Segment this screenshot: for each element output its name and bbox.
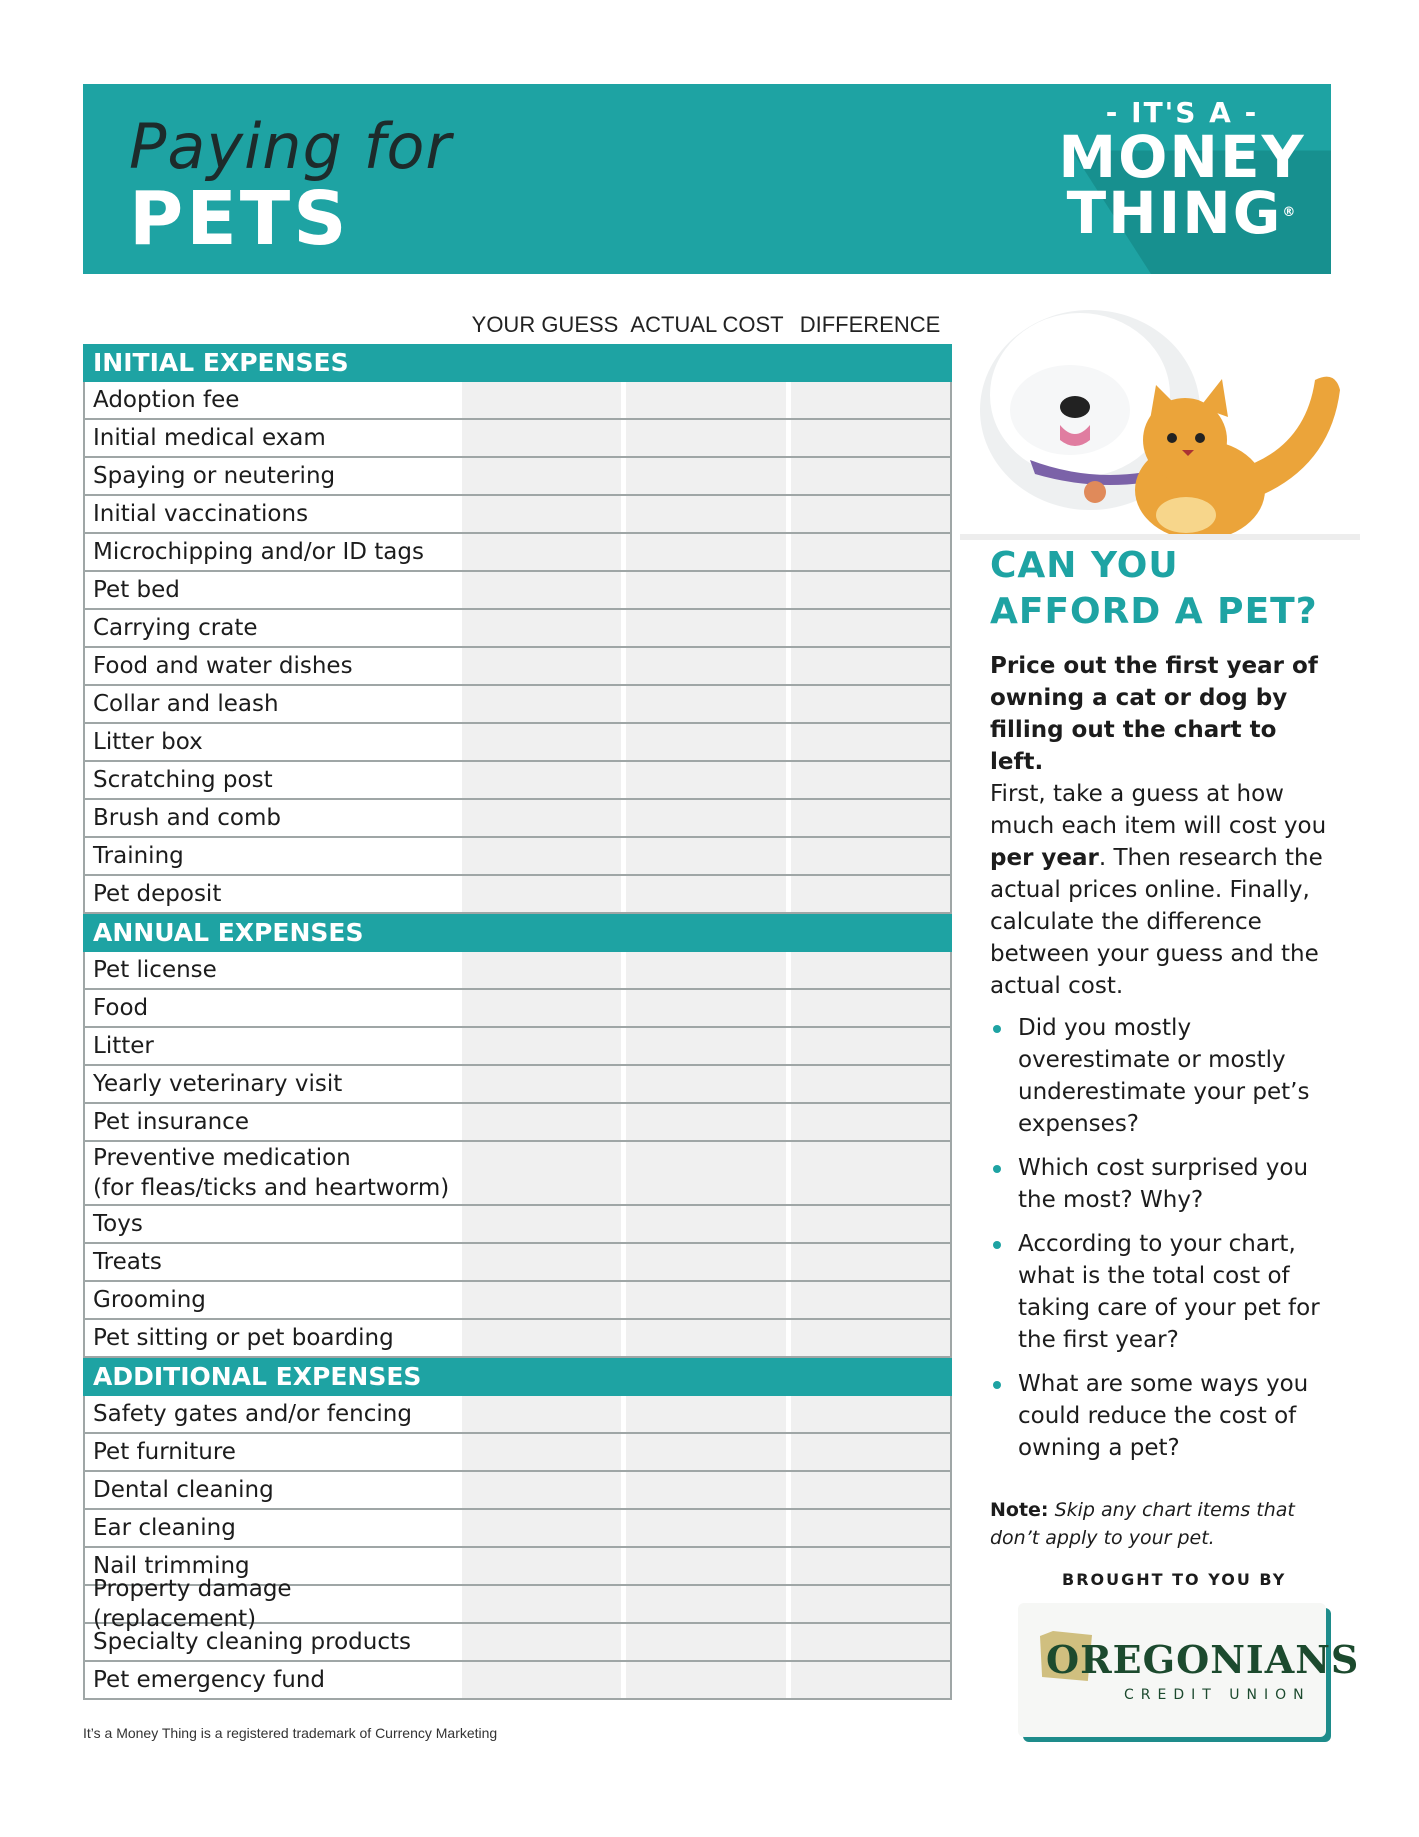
entry-cell-guess[interactable] xyxy=(457,838,621,874)
entry-cell-guess[interactable] xyxy=(457,572,621,608)
entry-cell-difference[interactable] xyxy=(786,1028,950,1064)
entry-cell-actual[interactable] xyxy=(621,800,785,836)
table-row xyxy=(83,1142,952,1206)
expense-label: Microchipping and/or ID tags xyxy=(93,539,424,565)
entry-cell-difference[interactable] xyxy=(786,1510,950,1546)
entry-cell-actual[interactable] xyxy=(621,1066,785,1102)
instructions-bold: per year xyxy=(990,845,1099,871)
expense-label: Pet bed xyxy=(93,577,180,603)
entry-cell-actual[interactable] xyxy=(621,420,785,456)
expense-label: Treats xyxy=(93,1249,162,1275)
entry-cell-actual[interactable] xyxy=(621,572,785,608)
entry-cell-actual[interactable] xyxy=(621,1320,785,1356)
brought-to-you-by: BROUGHT TO YOU BY xyxy=(1062,1570,1287,1589)
entry-cell-difference[interactable] xyxy=(786,382,950,418)
entry-cell-difference[interactable] xyxy=(786,458,950,494)
table-row xyxy=(83,838,952,876)
entry-cell-difference[interactable] xyxy=(786,876,950,912)
trademark-footer: It’s a Money Thing is a registered trademark of Currency Marketing xyxy=(83,1725,498,1741)
question-item: According to your chart, what is the total cost of taking care of your pet for the first year? xyxy=(990,1228,1335,1356)
entry-cell-guess[interactable] xyxy=(457,496,621,532)
logo-line3: THING xyxy=(1066,179,1283,247)
question-item: Which cost surprised you the most? Why? xyxy=(990,1152,1335,1216)
entry-cell-actual[interactable] xyxy=(621,534,785,570)
entry-cell-actual[interactable] xyxy=(621,382,785,418)
entry-cell-actual[interactable] xyxy=(621,876,785,912)
expense-label: Grooming xyxy=(93,1287,206,1313)
expense-label: Toys xyxy=(93,1211,143,1237)
table-row xyxy=(83,1510,952,1548)
entry-cell-actual[interactable] xyxy=(621,648,785,684)
expense-label: Initial medical exam xyxy=(93,425,326,451)
entry-cell-difference[interactable] xyxy=(786,800,950,836)
note-text: Skip any chart items that don’t apply to your pet. xyxy=(990,1499,1295,1549)
entry-cell-actual[interactable] xyxy=(621,990,785,1026)
table-row xyxy=(83,610,952,648)
entry-cell-actual[interactable] xyxy=(621,1282,785,1318)
table-row xyxy=(83,1624,952,1662)
expense-label: Initial vaccinations xyxy=(93,501,309,527)
table-row xyxy=(83,1662,952,1700)
entry-cell-actual[interactable] xyxy=(621,610,785,646)
entry-cell-guess[interactable] xyxy=(457,762,621,798)
money-thing-logo xyxy=(1057,96,1307,247)
instructions-part1: First, take a guess at how much each item will cost you xyxy=(990,781,1327,839)
expense-label: Nail trimming xyxy=(93,1553,250,1579)
entry-cell-difference[interactable] xyxy=(786,1624,950,1660)
entry-cell-actual[interactable] xyxy=(621,1028,785,1064)
entry-cell-guess[interactable] xyxy=(457,1104,621,1140)
entry-cell-guess[interactable] xyxy=(457,876,621,912)
expense-label: Pet license xyxy=(93,957,217,983)
section-header: ANNUAL EXPENSES xyxy=(83,914,952,952)
expense-label: Specialty cleaning products xyxy=(93,1629,411,1655)
expense-label: Carrying crate xyxy=(93,615,258,641)
entry-cell-difference[interactable] xyxy=(786,1244,950,1280)
entry-cell-guess[interactable] xyxy=(457,990,621,1026)
entry-cell-difference[interactable] xyxy=(786,724,950,760)
entry-cell-guess[interactable] xyxy=(457,800,621,836)
entry-cell-actual[interactable] xyxy=(621,1662,785,1698)
table-row xyxy=(83,1576,952,1632)
entry-cell-difference[interactable] xyxy=(786,1142,950,1204)
expense-label: Pet sitting or pet boarding xyxy=(93,1325,394,1351)
entry-cell-actual[interactable] xyxy=(621,762,785,798)
entry-cell-difference[interactable] xyxy=(786,1662,950,1698)
table-row xyxy=(83,1396,952,1434)
entry-cell-guess[interactable] xyxy=(457,534,621,570)
entry-cell-actual[interactable] xyxy=(621,1104,785,1140)
entry-cell-difference[interactable] xyxy=(786,1396,950,1432)
entry-cell-actual[interactable] xyxy=(621,1548,785,1584)
entry-cell-difference[interactable] xyxy=(786,952,950,988)
instructions-part2: . Then research the actual prices online. Finally, calculate the difference between your guess and the actual cost. xyxy=(990,845,1323,999)
page-title-line2: PETS xyxy=(129,176,350,262)
expense-label: Yearly veterinary visit xyxy=(93,1071,343,1097)
entry-cell-guess[interactable] xyxy=(457,1624,621,1660)
entry-cell-actual[interactable] xyxy=(621,496,785,532)
dog-and-cat-illustration xyxy=(960,300,1360,540)
expense-label: Preventive medication (for fleas/ticks and heartworm) xyxy=(93,1145,450,1201)
entry-cell-difference[interactable] xyxy=(786,686,950,722)
section-header: ADDITIONAL EXPENSES xyxy=(83,1358,952,1396)
entry-cell-guess[interactable] xyxy=(457,1244,621,1280)
logo-line1: - IT'S A - xyxy=(1105,96,1259,129)
expense-label: Safety gates and/or fencing xyxy=(93,1401,412,1427)
expense-worksheet xyxy=(83,344,952,1700)
entry-cell-actual[interactable] xyxy=(621,1206,785,1242)
entry-cell-guess[interactable] xyxy=(457,420,621,456)
entry-cell-guess[interactable] xyxy=(457,686,621,722)
table-row xyxy=(83,1028,952,1066)
table-row xyxy=(83,1434,952,1472)
entry-cell-actual[interactable] xyxy=(621,724,785,760)
expense-label: Litter xyxy=(93,1033,154,1059)
expense-label: Pet furniture xyxy=(93,1439,236,1465)
section-header: INITIAL EXPENSES xyxy=(83,344,952,382)
afford-heading-line2: AFFORD A PET? xyxy=(990,591,1318,632)
expense-label: Pet insurance xyxy=(93,1109,249,1135)
entry-cell-actual[interactable] xyxy=(621,1244,785,1280)
table-row xyxy=(83,990,952,1028)
table-row xyxy=(83,1282,952,1320)
logo-line2: MONEY xyxy=(1058,123,1306,191)
cat-icon xyxy=(1135,377,1340,540)
table-row xyxy=(83,458,952,496)
column-header-difference: DIFFERENCE xyxy=(799,312,941,337)
entry-cell-guess[interactable] xyxy=(457,1434,621,1470)
expense-label: Ear cleaning xyxy=(93,1515,236,1541)
expense-label: Scratching post xyxy=(93,767,273,793)
entry-cell-guess[interactable] xyxy=(457,1282,621,1318)
entry-cell-actual[interactable] xyxy=(621,686,785,722)
table-row xyxy=(83,876,952,914)
logo-reg-mark: ® xyxy=(1282,205,1298,220)
credit-union-name: OREGONIANS xyxy=(1046,1637,1360,1682)
question-list xyxy=(990,1012,1335,1476)
table-row xyxy=(83,724,952,762)
entry-cell-guess[interactable] xyxy=(457,1206,621,1242)
entry-cell-actual[interactable] xyxy=(621,1586,785,1622)
entry-cell-actual[interactable] xyxy=(621,1510,785,1546)
entry-cell-actual[interactable] xyxy=(621,838,785,874)
entry-cell-guess[interactable] xyxy=(457,1662,621,1698)
afford-heading xyxy=(990,543,1318,635)
expense-label: Training xyxy=(93,843,184,869)
entry-cell-guess[interactable] xyxy=(457,458,621,494)
afford-heading-line1: CAN YOU xyxy=(990,545,1179,586)
expense-label: Pet deposit xyxy=(93,881,222,907)
table-row xyxy=(83,496,952,534)
entry-cell-difference[interactable] xyxy=(786,990,950,1026)
header-banner xyxy=(83,84,1331,274)
expense-label: Pet emergency fund xyxy=(93,1667,326,1693)
expense-label: Spaying or neutering xyxy=(93,463,336,489)
entry-cell-difference[interactable] xyxy=(786,1548,950,1584)
credit-union-logo xyxy=(1018,1603,1360,1737)
entry-cell-difference[interactable] xyxy=(786,1066,950,1102)
expense-label: Dental cleaning xyxy=(93,1477,274,1503)
expense-label: Litter box xyxy=(93,729,203,755)
question-item: What are some ways you could reduce the cost of owning a pet? xyxy=(990,1368,1335,1464)
column-header-actual: ACTUAL COST xyxy=(630,312,784,337)
entry-cell-difference[interactable] xyxy=(786,1104,950,1140)
entry-cell-difference[interactable] xyxy=(786,1434,950,1470)
table-row xyxy=(83,572,952,610)
entry-cell-guess[interactable] xyxy=(457,1548,621,1584)
table-row xyxy=(83,686,952,724)
table-row xyxy=(83,1066,952,1104)
table-row xyxy=(83,382,952,420)
expense-label: Food xyxy=(93,995,149,1021)
credit-union-subtitle: CREDIT UNION xyxy=(1124,1687,1311,1703)
table-row xyxy=(83,1320,952,1358)
table-row xyxy=(83,952,952,990)
entry-cell-difference[interactable] xyxy=(786,610,950,646)
entry-cell-guess[interactable] xyxy=(457,648,621,684)
entry-cell-guess[interactable] xyxy=(457,1142,621,1204)
expense-label: Collar and leash xyxy=(93,691,279,717)
entry-cell-guess[interactable] xyxy=(457,1510,621,1546)
entry-cell-difference[interactable] xyxy=(786,1472,950,1508)
entry-cell-guess[interactable] xyxy=(457,1472,621,1508)
page-title-line1: Paying for xyxy=(129,110,452,183)
entry-cell-guess[interactable] xyxy=(457,1396,621,1432)
table-row xyxy=(83,762,952,800)
question-item: Did you mostly overestimate or mostly underestimate your pet’s expenses? xyxy=(990,1012,1335,1140)
table-row xyxy=(83,648,952,686)
entry-cell-guess[interactable] xyxy=(457,610,621,646)
entry-cell-guess[interactable] xyxy=(457,382,621,418)
entry-cell-actual[interactable] xyxy=(621,458,785,494)
entry-cell-guess[interactable] xyxy=(457,1320,621,1356)
entry-cell-difference[interactable] xyxy=(786,762,950,798)
entry-cell-actual[interactable] xyxy=(621,1396,785,1432)
entry-cell-difference[interactable] xyxy=(786,496,950,532)
entry-cell-difference[interactable] xyxy=(786,648,950,684)
entry-cell-difference[interactable] xyxy=(786,1320,950,1356)
expense-label: Brush and comb xyxy=(93,805,281,831)
entry-cell-difference[interactable] xyxy=(786,572,950,608)
table-row xyxy=(83,420,952,458)
entry-cell-actual[interactable] xyxy=(621,952,785,988)
entry-cell-difference[interactable] xyxy=(786,1282,950,1318)
expense-label: Adoption fee xyxy=(93,387,240,413)
entry-cell-guess[interactable] xyxy=(457,1028,621,1064)
table-row xyxy=(83,1104,952,1142)
expense-label: Food and water dishes xyxy=(93,653,353,679)
entry-cell-difference[interactable] xyxy=(786,534,950,570)
table-row xyxy=(83,1244,952,1282)
table-row xyxy=(83,1206,952,1244)
illustration-ledge xyxy=(960,534,1360,540)
table-row xyxy=(83,1472,952,1510)
lead-paragraph: Price out the first year of owning a cat or dog by filling out the chart to left. xyxy=(990,653,1318,775)
entry-cell-actual[interactable] xyxy=(621,1624,785,1660)
column-header-guess: YOUR GUESS xyxy=(471,312,619,337)
entry-cell-actual[interactable] xyxy=(621,1472,785,1508)
entry-cell-guess[interactable] xyxy=(457,1586,621,1622)
note-label: Note: xyxy=(990,1499,1049,1521)
entry-cell-actual[interactable] xyxy=(621,1434,785,1470)
table-row xyxy=(83,534,952,572)
entry-cell-difference[interactable] xyxy=(786,1206,950,1242)
table-row xyxy=(83,800,952,838)
entry-cell-difference[interactable] xyxy=(786,838,950,874)
entry-cell-guess[interactable] xyxy=(457,724,621,760)
entry-cell-difference[interactable] xyxy=(786,1586,950,1622)
instructions-paragraph xyxy=(990,778,1330,1002)
entry-cell-actual[interactable] xyxy=(621,1142,785,1204)
entry-cell-guess[interactable] xyxy=(457,952,621,988)
entry-cell-difference[interactable] xyxy=(786,420,950,456)
expense-label: Property damage (replacement) xyxy=(93,1576,292,1632)
entry-cell-guess[interactable] xyxy=(457,1066,621,1102)
note xyxy=(990,1496,1330,1552)
